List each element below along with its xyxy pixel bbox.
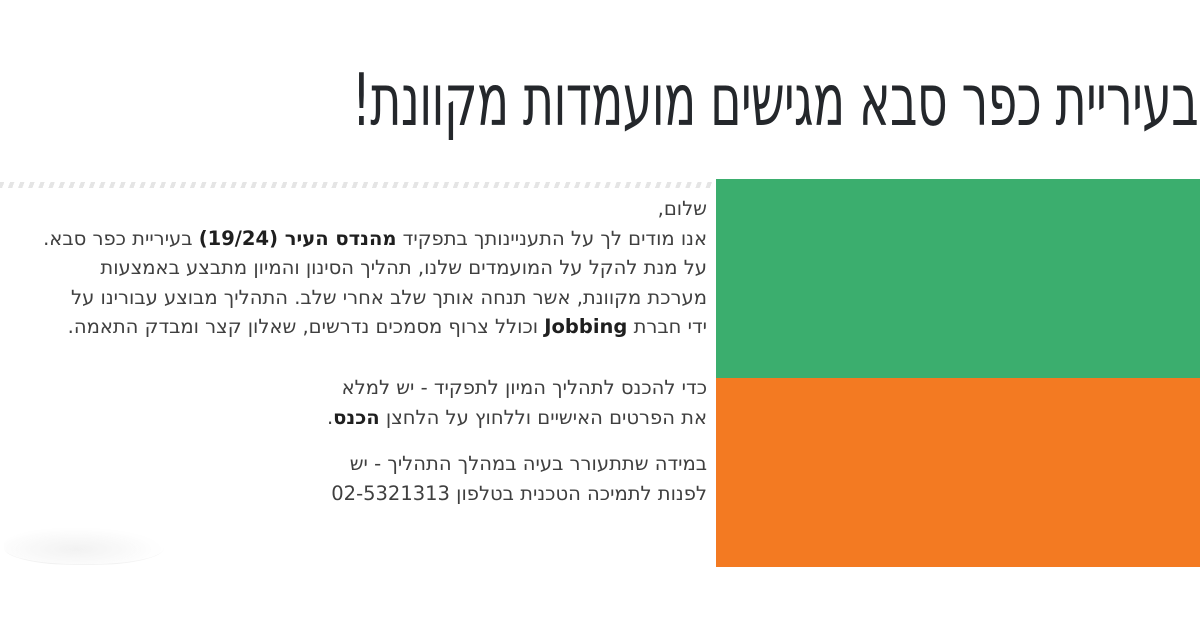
intro-line-1 <box>43 224 707 254</box>
instructions-line-1-text: כדי להכנס לתהליך המיון לתפקיד - יש למלא <box>341 376 707 399</box>
instructions-line-1 <box>327 373 707 403</box>
orange-banner <box>716 378 1200 567</box>
letter-paragraph-instructions <box>327 373 707 432</box>
instructions-line-2 <box>327 403 707 433</box>
dashed-divider <box>0 182 712 188</box>
intro-line-2-text: על מנת להקל על המועמדים שלנו, תהליך הסינון והמיון מתבצע באמצעות <box>100 256 707 279</box>
intro-line-4 <box>43 312 707 342</box>
letter-paragraph-intro <box>43 194 707 342</box>
intro-line-1-end: בעיריית כפר סבא. <box>43 226 199 250</box>
letter-paragraph-support <box>331 449 707 508</box>
instructions-line-2-end: . <box>326 405 334 429</box>
intro-line-3-text: מערכת מקוונת, אשר תנחה אותך שלב אחרי שלב. התהליך מבוצע עבורינו על <box>71 285 707 309</box>
instructions-line-2-start: את הפרטים האישיים וללחוץ על הלחצן <box>379 405 707 429</box>
role-title-bold: מהנדס העיר (19/24) <box>198 226 397 250</box>
jobbing-brand-bold: Jobbing <box>544 315 628 338</box>
intro-line-4-start: ידי חברת <box>627 315 707 338</box>
greeting-line <box>43 194 707 224</box>
intro-line-1-start: אנו מודים לך על התעניינותך בתפקיד <box>396 226 707 250</box>
enter-button-name-bold: הכנס <box>333 405 380 429</box>
intro-line-4-end: וכולל צרוף מסמכים נדרשים, שאלון קצר ומבדק התאמה. <box>67 315 545 338</box>
support-phone-line-text: לפנות לתמיכה הטכנית בטלפון 02-5321313 <box>331 481 707 505</box>
intro-line-3 <box>43 283 707 313</box>
support-line-2 <box>331 479 707 509</box>
page-title: בעיריית כפר סבא מגישים מועמדות מקוונת! <box>351 58 1198 142</box>
support-line-1 <box>331 449 707 479</box>
greeting-text: שלום, <box>657 197 707 220</box>
support-line-1-text: במידה שתתעורר בעיה במהלך התהליך - יש <box>349 452 707 475</box>
green-banner <box>716 179 1200 378</box>
smudge-artifact <box>4 527 164 565</box>
intro-line-2 <box>43 253 707 283</box>
